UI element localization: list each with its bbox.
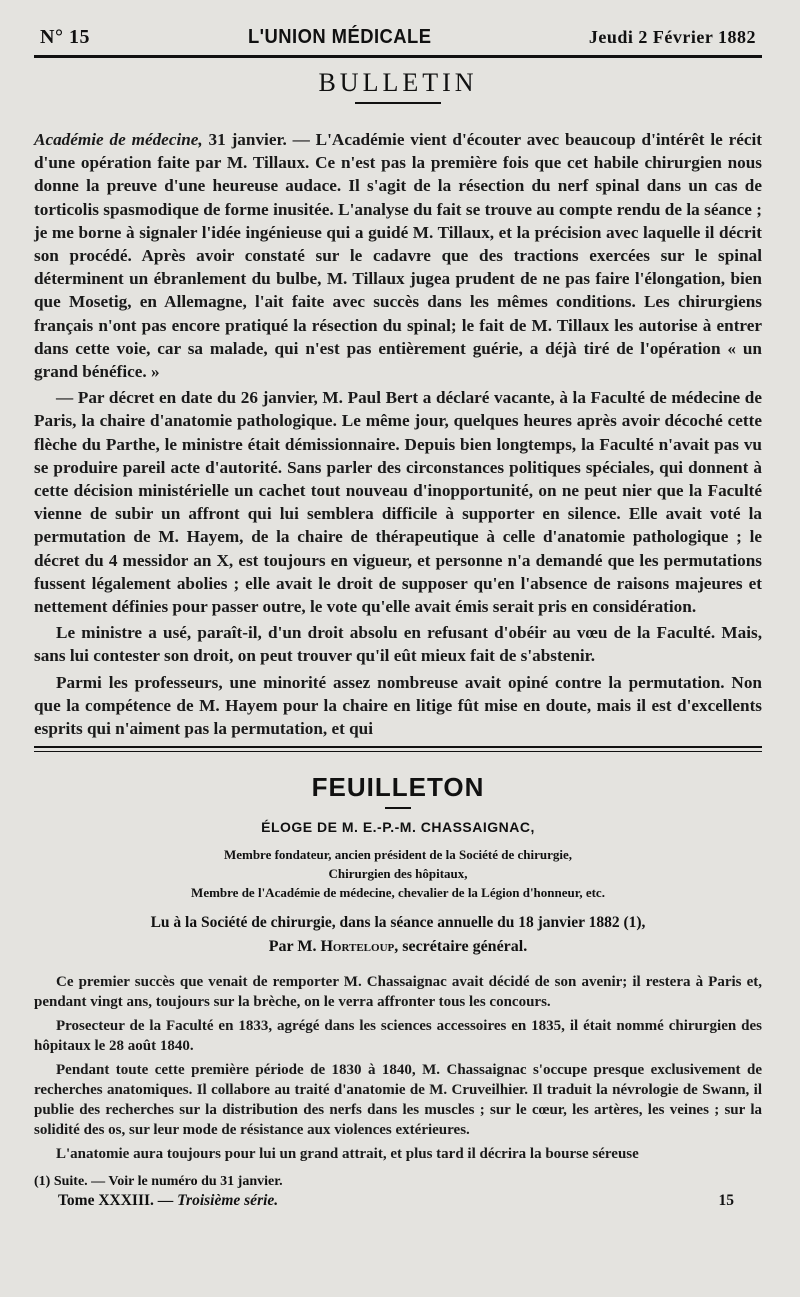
issue-date: Jeudi 2 Février 1882 (588, 27, 756, 47)
bulletin-rule (355, 102, 441, 104)
academie-lead: Académie de médecine, (34, 130, 203, 149)
feuilleton-title: FEUILLETON (311, 772, 485, 803)
feuilleton-paragraph: L'anatomie aura toujours pour lui un grand attrait, et plus tard il décrira la bourse séreuse (56, 1146, 639, 1163)
feuilleton-body (34, 972, 762, 1164)
honorific-line: Membre fondateur, ancien président de la Société de chirurgie, (223, 847, 573, 863)
author-name: Horteloup (320, 938, 395, 956)
bulletin-body (34, 128, 762, 740)
eloge-heading: ÉLOGE DE M. E.-P.-M. CHASSAIGNAC, (261, 819, 535, 836)
bulletin-paragraph (34, 128, 762, 383)
author-line (34, 938, 762, 956)
honorific-line: Membre de l'Académie de médecine, chevalier de la Légion d'honneur, etc. (191, 885, 605, 901)
journal-title: L'UNION MÉDICALE (247, 26, 432, 48)
running-head (34, 26, 762, 49)
feuilleton-paragraph: Prosecteur de la Faculté en 1833, agrégé dans les sciences accessoires en 1835, il était nommé chirurgien des hôpitaux le 28 août 1840. (34, 1018, 762, 1055)
bulletin-paragraph: Le ministre a usé, paraît-il, d'un droit absolu en refusant d'obéir au vœu de la Faculté. Mais, sans lui contester son droit, on peut trouver qu'il eût mieux fait de s'abstenir. (34, 623, 762, 666)
bulletin-paragraph: — Par décret en date du 26 janvier, M. Paul Bert a déclaré vacante, à la Faculté de médecine de Paris, la chaire d'anatomie pathologique. Le même jour, quelques heures après avoir décoché cette flèche du Parthe, le ministre était démissionnaire. Depuis bien longtemps, la Faculté n'avait pas vu se produire pareil acte d'autorité. Sans parler des circonstances politiques spéciales, qui donnent à cette décision ministérielle un cachet tout nouveau d'inopportunité, on ne peut nier que la Faculté vienne de subir un affront qui lui semblera difficile à supporter en silence. Elle avait voté la permutation de M. Hayem, de la chaire de thérapeutique à celle d'anatomie pathologique ; le décret du 4 messidor an X, est toujours en vigueur, et personne n'a demandé que les permutations fussent légalement abolies ; elle avait le droit de supposer qu'en l'absence de raisons majeures et nettement définies pour passer outre, le vote qu'elle avait émis serait pris en considération. (34, 388, 762, 617)
author-prefix: Par M. (268, 938, 321, 956)
header-rule (34, 55, 762, 58)
bulletin-title: BULLETIN (318, 68, 478, 97)
serie-label: Troisième série. (177, 1192, 279, 1210)
tome-label: Tome XXXIII. — (58, 1192, 178, 1210)
bulletin-paragraph: Parmi les professeurs, une minorité assez nombreuse avait opiné contre la permutation. Non que la compétence de M. Hayem pour la chaire en litige fût mise en doute, mais il est d'excellents esprits qui n'aiment pas la permutation, et qui (34, 672, 762, 739)
footer-page-number: 15 (718, 1192, 734, 1210)
feuilleton-rule (385, 807, 411, 809)
page-footer (34, 1192, 762, 1210)
author-suffix: , secrétaire général. (394, 938, 528, 956)
feuilleton-separator (34, 746, 762, 752)
feuilleton-paragraph: Ce premier succès que venait de remporter M. Chassaignac avait décidé de son avenir; il restera à Paris et, pendant vingt ans, toujours sur la brèche, on le verra affronter tous les concours. (34, 974, 762, 1011)
tome-line (58, 1192, 278, 1210)
footnote: (1) Suite. — Voir le numéro du 31 janvier. (34, 1174, 283, 1190)
feuilleton-paragraph: Pendant toute cette première période de 1830 à 1840, M. Chassaignac s'occupe presque exclusivement de recherches anatomiques. Il collabore au traité d'anatomie de M. Cruveilhier. Il traduit la névrologie de Swann, il publie des recherches sur la distribution des nerfs dans les muscles ; sur le cœur, les artères, les veines ; sur la solidité des os, sur leur mode de résistance aux violences extérieures. (34, 1062, 762, 1139)
page-number: N° 15 (40, 26, 90, 48)
reading-note: Lu à la Société de chirurgie, dans la séance annuelle du 18 janvier 1882 (1), (150, 914, 646, 932)
honorific-line: Chirurgien des hôpitaux, (328, 866, 468, 882)
bulletin-paragraph-text: 31 janvier. — L'Académie vient d'écouter avec beaucoup d'intérêt le récit d'une opération faite par M. Tillaux. Ce n'est pas la première fois que cet habile chirurgien nous donne la preuve d'une heureuse audace. Il s'agit de la résection du nerf spinal dans un cas de torticolis spasmodique de forme inusitée. L'analyse du fait se trouve au compte rendu de la séance ; je me borne à signaler l'idée ingénieuse qui a guidé M. Tillaux, et la précision avec laquelle il décrit son procédé. Après avoir constaté sur le cadavre que des tractions exercées sur le spinal déterminent un ébranlement du bulbe, M. Tillaux jugea prudent de ne pas faire l'élongation, bien que Mosetig, en Allemagne, l'ait faite avec succès dans les mêmes conditions. Les chirurgiens français n'ont pas encore pratiqué la résection du spinal; le fait de M. Tillaux les autorise à entrer dans cette voie, car sa malade, qui n'est pas entièrement guérie, a déjà tiré de l'opération « un grand bénéfice. » (34, 130, 762, 382)
